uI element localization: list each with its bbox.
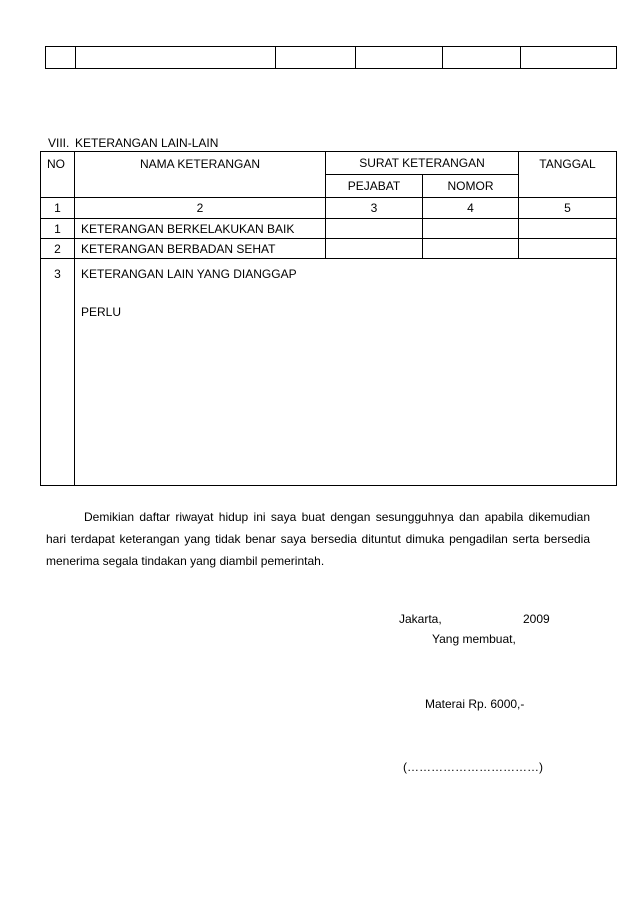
previous-section-table [45,46,617,69]
section-heading [48,136,218,150]
row-nama-line2: PERLU [81,305,122,319]
index-cell: 5 [519,198,617,219]
row-nama [75,259,617,486]
signature-signer: Yang membuat, [432,632,516,646]
signature-year: 2009 [523,612,550,626]
header-nomor: NOMOR [423,175,519,198]
header-surat: SURAT KETERANGAN [326,152,519,175]
table-row [41,259,617,486]
header-pejabat: PEJABAT [326,175,423,198]
index-cell: 3 [326,198,423,219]
header-tanggal: TANGGAL [519,152,617,198]
header-nama: NAMA KETERANGAN [75,152,326,198]
section-number: VIII. [48,136,70,150]
table-row [46,47,617,69]
table-row [41,239,617,259]
row-nomor [423,219,519,239]
row-nama-line1: KETERANGAN LAIN YANG DIANGGAP [81,267,297,281]
row-nomor [423,239,519,259]
index-cell: 4 [423,198,519,219]
index-cell: 2 [75,198,326,219]
signature-name-blank: (……………………………) [403,760,543,774]
index-cell: 1 [41,198,75,219]
row-nama: KETERANGAN BERBADAN SEHAT [75,239,326,259]
row-tanggal [519,219,617,239]
table-index-row [41,198,617,219]
closing-paragraph-text: Demikian daftar riwayat hidup ini saya buat dengan sesungguhnya dan apabila dikemudian hari terdapat keterangan yang tidak benar saya bersedia dituntut dimuka pengadilan serta bersedia menerima segala tindakan yang diambil pemerintah. [46,510,590,568]
row-pejabat [326,219,423,239]
row-no: 2 [41,239,75,259]
table-cell [443,47,521,69]
keterangan-table [40,151,617,486]
table-cell [276,47,356,69]
row-nama-content [81,259,616,319]
row-tanggal [519,239,617,259]
table-row [41,219,617,239]
header-no: NO [41,152,75,198]
table-cell [76,47,276,69]
table-cell [521,47,617,69]
table-cell [356,47,443,69]
row-no: 1 [41,219,75,239]
section-title: KETERANGAN LAIN-LAIN [75,136,219,150]
signature-place: Jakarta, [399,612,442,626]
row-nama: KETERANGAN BERKELAKUKAN BAIK [75,219,326,239]
closing-paragraph [46,506,590,572]
table-cell [46,47,76,69]
row-no [41,259,75,486]
row-pejabat [326,239,423,259]
row-no-text: 3 [54,267,61,281]
table-header-row [41,152,617,175]
stamp-duty-label: Materai Rp. 6000,- [425,697,525,711]
